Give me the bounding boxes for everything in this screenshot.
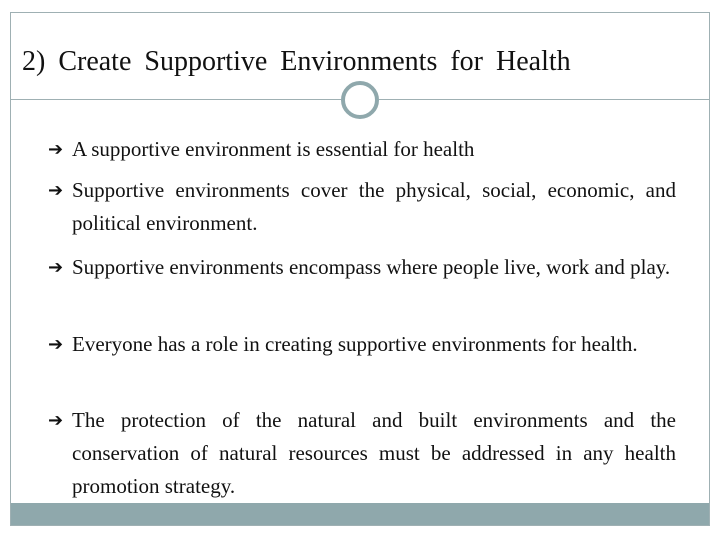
arrow-right-icon: ➔ bbox=[48, 257, 64, 278]
bullet-item bbox=[48, 133, 676, 166]
bullet-item bbox=[48, 404, 676, 503]
bullet-text: Everyone has a role in creating supportive environments for health. bbox=[72, 332, 638, 356]
bullet-text: A supportive environment is essential for health bbox=[72, 137, 475, 161]
title-divider-right bbox=[379, 99, 709, 100]
bullet-text: Supportive environments encompass where people live, work and play. bbox=[72, 255, 671, 279]
slide-title: 2) Create Supportive Environments for Health bbox=[22, 46, 571, 77]
title-divider-left bbox=[11, 99, 341, 100]
arrow-right-icon: ➔ bbox=[48, 180, 64, 201]
arrow-right-icon: ➔ bbox=[48, 334, 64, 355]
bullet-text: The protection of the natural and built environments and the conservation of natural resources must be addressed in any health promotion strategy. bbox=[72, 408, 676, 498]
title-divider-circle bbox=[341, 81, 379, 119]
footer-band bbox=[11, 503, 709, 525]
bullet-text: Supportive environments cover the physical, social, economic, and political environment. bbox=[72, 178, 676, 235]
arrow-right-icon: ➔ bbox=[48, 410, 64, 431]
bullet-item bbox=[48, 251, 676, 284]
bullet-item bbox=[48, 328, 676, 361]
bullet-item bbox=[48, 174, 676, 240]
arrow-right-icon: ➔ bbox=[48, 139, 64, 160]
